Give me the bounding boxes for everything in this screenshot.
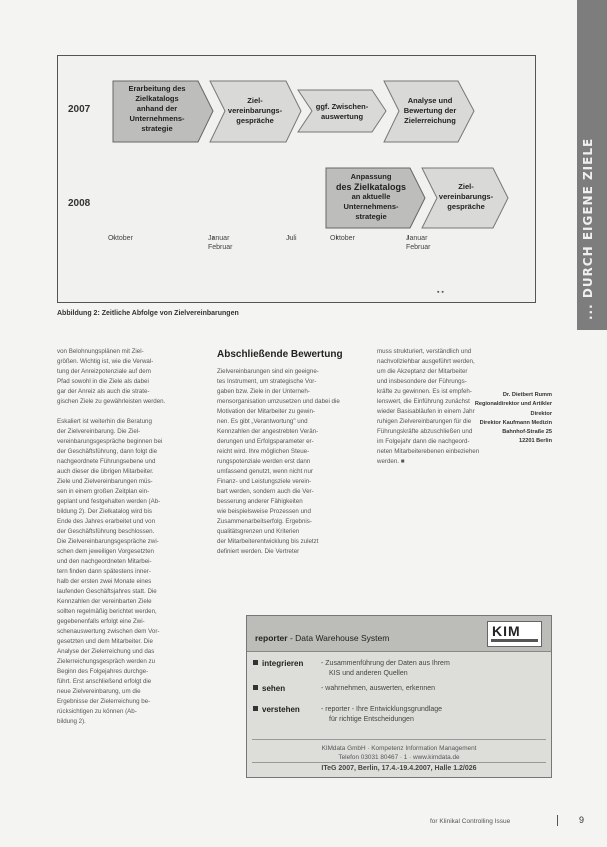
text-line: der Geschäftsführung, dann folgt die <box>57 448 158 455</box>
text-line: nachvollziehbar ausgeführt werden, <box>377 358 475 365</box>
text-line: muss strukturiert, verständlich und <box>377 348 472 355</box>
text-line: halb der ersten zwei Monate eines <box>57 578 152 585</box>
text-line: Kennzahlen der angestrebten Verän- <box>217 428 319 435</box>
text-line: Pfad sowohl in die Ziele als dabei <box>57 378 149 385</box>
text-line: laufenden Geschäftsjahres statt. Die <box>57 588 157 595</box>
step-2008-2 <box>430 182 502 212</box>
timeline-figure <box>57 55 536 303</box>
text-line: von Belohnungsplänen mit Ziel- <box>57 348 144 355</box>
step-line: strategie <box>355 212 387 221</box>
text-line: kräfte zu gewinnen. Es ist empfeh- <box>377 388 472 395</box>
step-line: Analyse und <box>407 96 453 105</box>
text-line: Motivation der Mitarbeiter zu gewin- <box>217 408 316 415</box>
text-line: mensorganisation umzusetzen und dabei die <box>217 398 340 405</box>
text-line: nen. Es gibt „Verantwortung" und <box>217 418 308 425</box>
text-line: gesetzten und dem Mitarbeiter. Die <box>57 638 153 645</box>
step-line: Bewertung der <box>403 106 457 115</box>
step-line: des Zielkatalogs <box>335 182 407 192</box>
step-line: gespräche <box>236 116 274 125</box>
ad-row-key: verstehen <box>262 705 300 714</box>
article-column-1 <box>57 347 205 727</box>
text-line: gar der Anreiz als auch die strate- <box>57 388 150 395</box>
advertisement <box>246 615 552 778</box>
step-line: Zielkatalogs <box>135 94 179 103</box>
text-line: bildung 2). <box>57 718 86 725</box>
text-line: neten Mitarbeiterebenen einbeziehen <box>377 448 480 455</box>
text-line: und den nachgeordneten Mitarbei- <box>57 558 152 565</box>
author-line: Dr. Dietbert Rumm <box>502 392 552 398</box>
ad-title <box>255 633 389 643</box>
step-2008-1 <box>326 172 416 222</box>
article-column-2 <box>217 367 367 557</box>
ad-desc-line: - wahrnehmen, auswerten, erkennen <box>321 685 436 692</box>
text-line: der Zielvereinbarung. Die Ziel- <box>57 428 141 435</box>
step-line: Anpassung <box>350 172 392 181</box>
step-line: Unternehmens- <box>343 202 399 211</box>
ad-desc-line: - Zusammenführung der Daten aus Ihrem <box>321 660 450 667</box>
month-label: Oktober <box>108 235 133 242</box>
text-line: rungspotenziale werden erst dann <box>217 458 311 465</box>
ad-company: KIMdata GmbH · Kompetenz Information Management <box>321 745 477 752</box>
text-line: Zielerreichungsgespräch werden zu <box>57 658 156 665</box>
step-line: gespräche <box>447 202 485 211</box>
month-label: Januar Februar <box>208 235 233 251</box>
text-line: auch dieser die übrigen Mitarbeiter. <box>57 468 154 475</box>
year-2007: 2007 <box>68 104 91 115</box>
text-line: wie beispielsweise Prozessen und <box>217 508 311 515</box>
text-line: schenauswertung zwischen dem Vor- <box>57 628 160 635</box>
kim-logo-text: KIM <box>492 623 521 639</box>
ad-desc-line: KIS und anderen Quellen <box>329 670 408 677</box>
text-line: derungen und Erfolgsparameter er- <box>217 438 314 445</box>
step-line: Ziel- <box>247 96 263 105</box>
page-number: 9 <box>579 815 585 825</box>
step-2007-4 <box>392 96 468 126</box>
author-block <box>470 391 552 447</box>
step-2007-1 <box>113 84 201 134</box>
text-line: Zusammenarbeitserfolg. Ergebnis- <box>217 518 312 525</box>
month-label: Juli <box>286 235 297 242</box>
ad-desc-line: für richtige Entscheidungen <box>329 716 414 723</box>
text-line: nachgeordnete Führungsebene und <box>57 458 156 465</box>
text-line: Ziele und Zielvereinbarungen müs- <box>57 478 153 485</box>
text-line: rücksichtigen zu können (Ab- <box>57 708 137 715</box>
kim-logo-stripe <box>491 639 538 642</box>
bullet-icon <box>253 706 258 711</box>
text-line: größen. Wichtig ist, wie die Verwal- <box>57 358 154 365</box>
bullet-icon <box>253 685 258 690</box>
ad-desc-line: - reporter - Ihre Entwicklungsgrundlage <box>321 706 443 713</box>
text-line: gegebenenfalls erfolgt eine Zwi- <box>57 618 145 625</box>
text-line: Finanz- und Leistungsziele verein- <box>217 478 312 485</box>
text-line: Zielvereinbarungen sind ein geeigne- <box>217 368 319 375</box>
author-line: Direktor Kaufmann Medizin <box>479 419 552 426</box>
text-line: Beginn des Folgejahres durchge- <box>57 668 149 675</box>
ad-row-key: sehen <box>262 684 286 693</box>
month-label: Januar Februar <box>406 235 431 251</box>
ad-event: ITeG 2007, Berlin, 17.4.-19.4.2007, Halle 1.2/026 <box>321 765 477 772</box>
text-line: geplant und festgehalten werden (Ab- <box>57 498 161 505</box>
text-line: Ende des Jahres erarbeitet und von <box>57 518 156 525</box>
text-line: Ergebnisse der Zielerreichung be- <box>57 698 151 705</box>
text-line: werden. ■ <box>377 458 405 465</box>
text-line: qualitätsgrenzen und Kriterien <box>217 528 300 535</box>
figure-mark: ▪ ▪ <box>437 289 444 296</box>
text-line: gischen Ziele zu gewährleisten werden. <box>57 398 166 405</box>
text-line: neue Zielvereinbarung, um die <box>57 688 141 695</box>
text-line: lenswert, die Einführung zunächst <box>377 398 470 405</box>
ad-row-desc <box>321 684 435 694</box>
author-line: Bahnhof-Straße 25 <box>502 429 552 436</box>
text-line: sollten regelmäßig berichtet werden, <box>57 608 157 615</box>
text-line: tern finden dann spätestens inner- <box>57 568 151 575</box>
ad-company-info <box>247 744 551 762</box>
text-line: der Mitarbeiterentwicklung bis zuletzt <box>217 538 319 545</box>
step-line: strategie <box>141 124 173 133</box>
bullet-icon <box>253 660 258 665</box>
step-line: vereinbarungs- <box>438 192 494 201</box>
ad-row-key: integrieren <box>262 659 304 668</box>
text-line: vereinbarungsgespräche beginnen bei <box>57 438 163 445</box>
month-label: Oktober <box>330 235 355 242</box>
text-line: um die Akzeptanz der Mitarbeiter <box>377 368 468 375</box>
side-label: ... DURCH EIGENE ZIELE <box>581 137 595 320</box>
ad-row-verstehen <box>253 705 300 715</box>
ad-row-sehen <box>253 684 285 694</box>
text-line: tes Instrument, um strategische Vor- <box>217 378 317 385</box>
ad-row-integrieren <box>253 659 303 669</box>
text-line: Die Zielvereinbarungsgespräche zwi- <box>57 538 159 545</box>
step-line: vereinbarungs- <box>227 106 283 115</box>
text-line: Führungskräfte abzuschließen und <box>377 428 473 435</box>
text-line: tung der Anreizpotenziale auf dem <box>57 368 151 375</box>
text-line: besserung anderer Fähigkeiten <box>217 498 303 505</box>
text-line: Kennzahlen der vereinbarten Ziele <box>57 598 152 605</box>
ad-divider <box>252 762 546 763</box>
ad-row-desc <box>321 705 442 725</box>
text-line <box>57 407 205 417</box>
text-line: umfassend genutzt, wenn nicht nur <box>217 468 313 475</box>
figure-caption: Abbildung 2: Zeitliche Abfolge von Zielvereinbarungen <box>57 310 239 317</box>
text-line: bart werden, sondern auch die Ver- <box>217 488 314 495</box>
step-2007-2 <box>218 96 292 126</box>
ad-title-bold: reporter <box>255 633 288 643</box>
step-line: Zielerreichung <box>404 116 456 125</box>
journal-name: for Klinikal Controlling Issue <box>430 818 511 825</box>
text-line: reicht wird. Ihre möglichen Steue- <box>217 448 310 455</box>
text-line: im Folgejahr dann die nachgeord- <box>377 438 470 445</box>
step-line: ggf. Zwischen- <box>315 102 369 111</box>
step-line: Erarbeitung des <box>128 84 186 93</box>
text-line: der Geschäftsführung beschlossen. <box>57 528 155 535</box>
text-line: sen in einem großen Zeitplan ein- <box>57 488 150 495</box>
ad-header <box>247 616 551 652</box>
text-line: ruhigen Zielvereinbarungen für die <box>377 418 472 425</box>
text-line: definiert werden. Die Vertreter <box>217 548 300 555</box>
step-line: auswertung <box>320 112 364 121</box>
text-line: schen dem jeweiligen Vorgesetzten <box>57 548 154 555</box>
ad-divider <box>252 739 546 740</box>
step-line: Ziel- <box>458 182 474 191</box>
step-2007-3 <box>304 102 380 122</box>
text-line: und insbesondere der Führungs- <box>377 378 467 385</box>
step-line: an aktuelle <box>351 192 391 201</box>
text-line: wieder Basisabläufen in einem Jahr <box>377 408 475 415</box>
ad-row-desc <box>321 659 450 679</box>
ad-contact: Telefon 03031 80467 · 1 · www.kimdata.de <box>338 754 460 761</box>
ad-title-rest: - Data Warehouse System <box>287 633 390 643</box>
section-heading: Abschließende Bewertung <box>217 349 343 360</box>
author-line: 12201 Berlin <box>519 438 552 445</box>
text-line: führt. Erst anschließend erfolgt die <box>57 678 152 685</box>
text-line: Analyse der Zielerreichung und das <box>57 648 155 655</box>
year-2008: 2008 <box>68 198 91 209</box>
kim-logo <box>487 621 542 647</box>
text-line: bildung 2). Der Zielkatalog wird bis <box>57 508 152 515</box>
text-line: gaben bzw. Ziele in der Unterneh- <box>217 388 310 395</box>
author-line: Regionaldirektor und Artikler Direktor <box>474 401 552 417</box>
step-line: Unternehmens- <box>129 114 185 123</box>
text-line: Eskaliert ist weiterhin die Beratung <box>57 418 152 425</box>
footer-divider <box>557 815 558 826</box>
step-line: anhand der <box>136 104 178 113</box>
